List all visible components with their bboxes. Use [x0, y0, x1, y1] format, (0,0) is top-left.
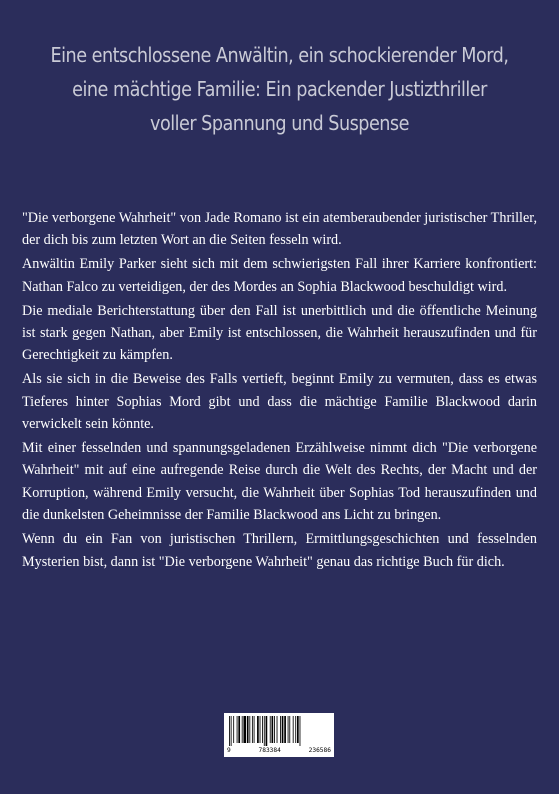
barcode-group-2: 236586 [308, 747, 331, 754]
blurb-paragraph: Anwältin Emily Parker sieht sich mit dem schwierigsten Fall ihrer Karriere konfrontiert: Nathan Falco zu verteidigen, der des Mordes an Sophia Blackwood beschuldigt wird. [22, 256, 537, 295]
barcode-bar [243, 716, 246, 743]
barcode-bar [237, 716, 238, 743]
barcode-bar [260, 716, 261, 743]
barcode-bar [282, 716, 284, 743]
headline-line-1: Eine entschlossene Anwältin, ein schockierender Mord, [50, 43, 509, 67]
barcode-bar [284, 716, 286, 743]
barcode-group-1: 783384 [258, 747, 281, 754]
barcode-bar [266, 716, 268, 746]
barcode-bar [297, 716, 299, 743]
blurb-paragraph: Die mediale Berichterstattung über den Fall ist unerbittlich und die öffentliche Meinung ist stark gegen Nathan, aber Emily ist entschlossen, die Wahrheit herauszufinden und für Gerechtigkeit zu kämpfen. [22, 302, 537, 364]
barcode-prefix: 9 [227, 747, 231, 754]
barcode-bar [289, 716, 290, 743]
barcode-bar [233, 716, 234, 743]
barcode-digits [227, 747, 331, 754]
barcode-bar [264, 716, 265, 746]
barcode-bar [252, 716, 253, 743]
barcode-bar [262, 716, 263, 743]
barcode-bar [249, 716, 250, 743]
barcode-bar [247, 716, 249, 743]
headline-line-2: eine mächtige Familie: Ein packender Justizthriller [72, 77, 487, 101]
barcode-bar [238, 716, 240, 743]
barcode-bar [300, 716, 301, 746]
blurb-paragraph: Wenn du ein Fan von juristischen Thrillern, Ermittlungsgeschichten und fesselnden Mysterien bist, dann ist "Die verborgene Wahrheit" genau das richtige Buch für dich. [22, 531, 537, 570]
barcode-bar [254, 716, 255, 743]
headline-line-3: voller Spannung und Suspense [150, 111, 409, 135]
blurb-paragraph: Mit einer fesselnden und spannungsgeladenen Erzählweise nimmt dich "Die verborgene Wahrheit" mit auf eine aufregende Reise durch die Welt des Rechts, der Macht und der Korruption, während Emily versucht, die Wahrheit über Sophias Tod herauszufinden und die dunkelsten Geheimnisse der Familie Blackwood ans Licht zu bringen. [22, 440, 537, 524]
barcode-bar [270, 716, 271, 743]
book-blurb [22, 207, 537, 575]
barcode-bar [277, 716, 278, 743]
blurb-paragraph: "Die verborgene Wahrheit" von Jade Romano ist ein atemberaubender juristischer Thriller, der dich bis zum letzten Wort an die Seiten fesseln wird. [22, 210, 537, 249]
barcode-bar [293, 716, 294, 743]
barcode-bar [274, 716, 275, 743]
barcode-bar [257, 716, 259, 743]
barcode-bar [295, 716, 296, 743]
barcode-bar [272, 716, 274, 743]
barcode-bar [231, 716, 232, 746]
barcode-bar [288, 716, 289, 743]
barcode-bar [280, 716, 281, 743]
barcode-bars [228, 716, 330, 746]
blurb-paragraph: Als sie sich in die Beweise des Falls vertieft, beginnt Emily zu vermuten, dass es etwas Tieferes hinter Sophias Mord gibt und dass die mächtige Familie Blackwood darin verwickelt sein könnte. [22, 371, 537, 433]
isbn-barcode [224, 713, 334, 757]
headline [39, 38, 520, 140]
barcode-bar [242, 716, 243, 743]
barcode-bar [229, 716, 230, 746]
